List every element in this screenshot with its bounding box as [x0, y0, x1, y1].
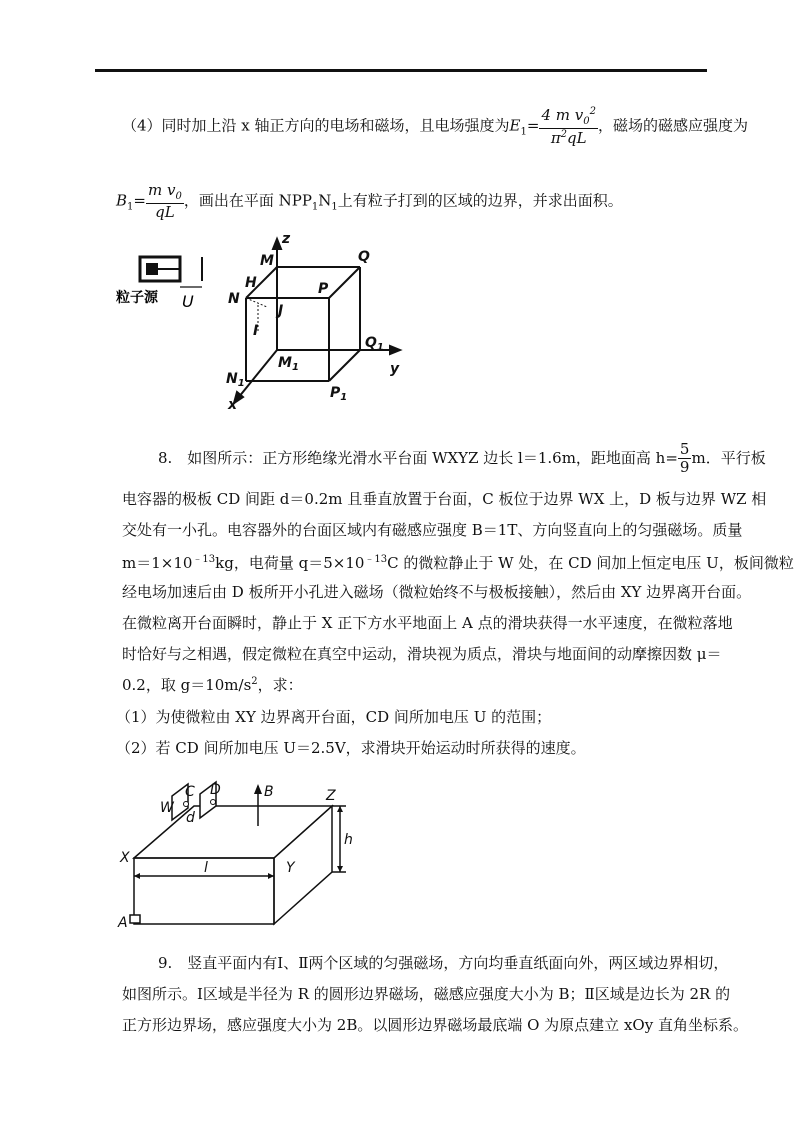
- q8-line4-c: C 的微粒静止于 W 处，在 CD 间加上恒定电压 U，板间微粒: [387, 554, 794, 572]
- part4-line2: [116, 182, 623, 221]
- e1-den-rest: qL: [567, 128, 587, 147]
- e1-num-sub: 0: [583, 116, 590, 127]
- q8-line1-b: m．平行板: [691, 448, 766, 467]
- part4-line2-a: ，画出在平面 NPP: [183, 191, 312, 210]
- part4-line1: [122, 106, 748, 147]
- label-h: h: [344, 832, 353, 848]
- label-a: A: [118, 915, 128, 931]
- q9-line1: 9. 竖直平面内有Ⅰ、Ⅱ两个区域的匀强磁场，方向均垂直纸面向外，两区域边界相切，: [158, 954, 729, 972]
- hole-d: [211, 800, 216, 805]
- e1-num: 4 m v: [541, 106, 584, 124]
- q8-line4: [122, 550, 794, 573]
- label-z: z: [282, 231, 291, 247]
- label-n1: $N_1$: [226, 371, 245, 389]
- e1-sub: 1: [520, 126, 527, 138]
- b1-num: m v: [147, 181, 176, 199]
- particle-w: [184, 802, 189, 807]
- label-c: C: [185, 784, 195, 800]
- label-h: H: [245, 275, 257, 291]
- q8-line6: 在微粒离开台面瞬时，静止于 X 正下方水平地面上 A 点的滑块获得一水平速度，在微粒落地: [122, 614, 733, 632]
- q9-line3: 正方形边界场，感应强度大小为 2B。以圆形边界磁场最底端 O 为原点建立 xOy 直角坐标系。: [122, 1016, 748, 1034]
- label-x: X: [120, 850, 130, 866]
- figure-table: [110, 772, 370, 932]
- q8-line5: 经电场加速后由 D 板所开小孔进入磁场（微粒始终不与极板接触），然后由 XY 边界离开台面。: [122, 583, 752, 601]
- h-fraction: [678, 441, 692, 477]
- q8-sub2: （2）若 CD 间所加电压 U＝2.5V，求滑块开始运动时所获得的速度。: [116, 739, 586, 757]
- b1-den: qL: [155, 202, 175, 221]
- label-y: Y: [286, 860, 295, 876]
- q8-line8-b: ，求：: [257, 676, 303, 694]
- q8-sub1: （1）为使微粒由 XY 边界离开台面，CD 间所加电压 U 的范围；: [116, 708, 552, 726]
- part4-line2-sub1: 1: [311, 201, 319, 213]
- q8-line3: 交处有一小孔。电容器外的台面区域内有磁感应强度 B＝1T、方向竖直向上的匀强磁场。质量: [122, 521, 743, 539]
- e1-fraction: [539, 106, 598, 147]
- label-z: Z: [326, 788, 336, 804]
- q8-line4-sup2: ﹣13: [364, 554, 388, 565]
- label-b: B: [264, 784, 274, 800]
- q8-line8-sup: 2: [251, 676, 258, 687]
- q8-line4-b: kg，电荷量 q＝5×10: [215, 554, 365, 572]
- label-w: W: [160, 800, 174, 816]
- particle-source-label: 粒子源: [116, 290, 158, 306]
- e1-eq: =: [526, 116, 540, 135]
- q8-line8: [122, 674, 303, 695]
- label-p: P: [318, 281, 329, 297]
- q8-line4-sup1: ﹣13: [192, 554, 216, 565]
- label-y: y: [390, 361, 400, 377]
- label-m: M: [260, 253, 274, 269]
- q8-line4-a: m＝1×10: [122, 554, 193, 572]
- q8-line1-a: 8. 如图所示：正方形绝缘光滑水平台面 WXYZ 边长 l＝1.6m，距地面高 h=: [158, 448, 678, 467]
- label-n: N: [228, 291, 240, 307]
- label-d-gap: d: [186, 810, 195, 826]
- q9-line2: 如图所示。Ⅰ区域是半径为 R 的圆形边界磁场，磁感应强度大小为 B；Ⅱ区域是边长为 2R 的: [122, 985, 731, 1003]
- label-i: I: [253, 323, 259, 339]
- e1-label: E: [509, 116, 521, 135]
- u-label: U: [182, 292, 194, 311]
- e1-formula: [510, 106, 598, 147]
- b1-eq: =: [133, 191, 146, 210]
- q8-line1: [158, 441, 766, 477]
- part4-text-b: ，磁场的磁感应强度为: [597, 116, 748, 135]
- label-x: x: [228, 397, 238, 413]
- b1-label: B: [116, 191, 128, 210]
- label-p1: $P_1$: [330, 385, 348, 403]
- part4-line2-c: 上有粒子打到的区域的边界，并求出面积。: [337, 191, 623, 210]
- b1-num-sub: 0: [175, 191, 182, 202]
- h-den: 9: [679, 458, 690, 477]
- part4-line2-sub2: 1: [331, 201, 338, 213]
- figure-cube: [110, 225, 420, 415]
- header-rule: [95, 69, 707, 72]
- e1-den-pi: π: [550, 128, 561, 147]
- label-m1: $M_1$: [278, 355, 299, 373]
- b1-sub: 1: [127, 201, 134, 213]
- q8-line8-a: 0.2，取 g＝10m/s: [122, 676, 252, 694]
- q8-line7: 时恰好与之相遇，假定微粒在真空中运动，滑块视为质点，滑块与地面间的动摩擦因数 μ＝: [122, 645, 722, 663]
- label-j: J: [278, 303, 284, 319]
- label-d-plate: D: [210, 782, 221, 798]
- e1-num-sup: 2: [589, 106, 596, 117]
- q8-line2: 电容器的极板 CD 间距 d＝0.2m 且垂直放置于台面，C 板位于边界 WX 上，D 板与边界 WZ 相: [122, 490, 767, 508]
- e1-den-sup: 2: [560, 128, 568, 140]
- h-num: 5: [679, 440, 690, 458]
- b1-fraction: [146, 182, 184, 221]
- label-q: Q: [358, 249, 370, 265]
- particle-source-core: [146, 263, 158, 275]
- table-side: [274, 806, 332, 924]
- b1-formula: [116, 182, 184, 221]
- part4-text-a: （4）同时加上沿 x 轴正方向的电场和磁场，且电场强度为: [122, 116, 510, 135]
- part4-line2-b: N: [318, 191, 332, 210]
- label-q1: $Q_1$: [365, 335, 384, 353]
- slider-a: [130, 915, 140, 923]
- label-l: l: [204, 860, 208, 876]
